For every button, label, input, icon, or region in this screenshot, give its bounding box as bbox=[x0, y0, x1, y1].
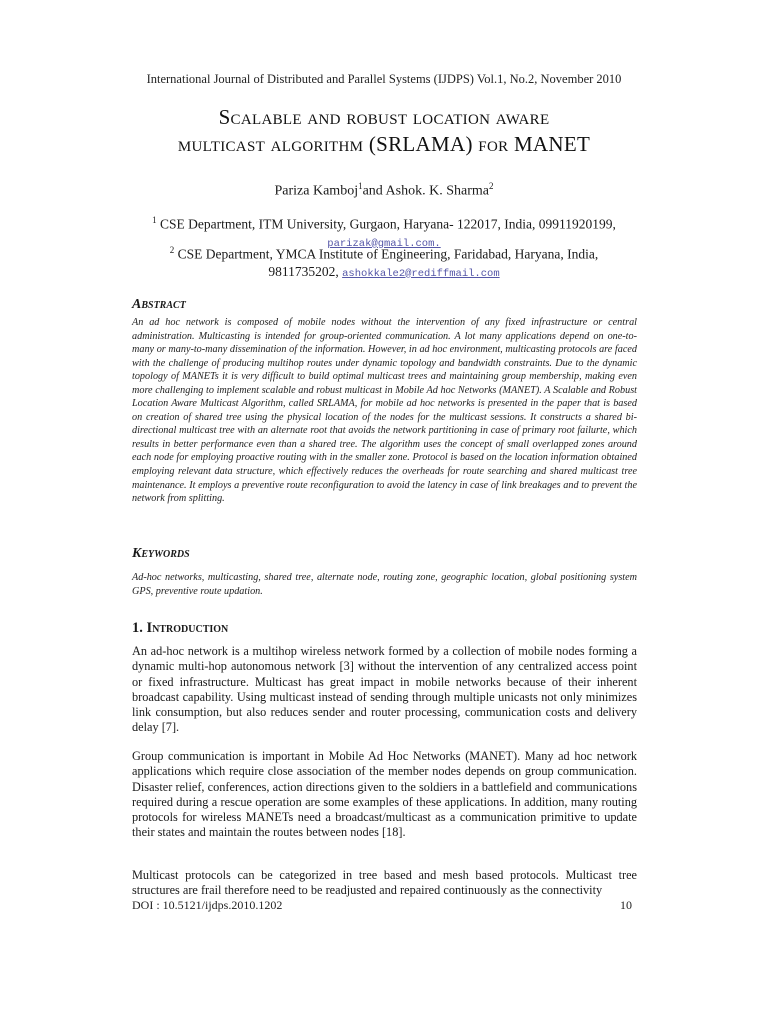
affiliation-2-phone: 9811735202, bbox=[268, 263, 343, 279]
abstract-heading: Abstract bbox=[132, 297, 186, 312]
title-line-2-pre: multicast algorithm bbox=[177, 132, 369, 156]
doi: DOI : 10.5121/ijdps.2010.1202 bbox=[132, 898, 283, 912]
author-1-name: Pariza Kamboj bbox=[274, 183, 359, 199]
abstract-body: An ad hoc network is composed of mobile nodes without the intervention of any fixed infrastructure or central administration. Multicasting is intended for group-oriented communication. A lot many applications depend on one-to-many or many-to-many dissemination of the information. However, in ad hoc environment, multicasting protocols are faced with the challenge of producing multihop routes under dynamic topology and bandwidth constraints. Due to the dynamic topology of MANETs it is very difficult to build optimal multicast trees and maintaining group membership, making even more challenging to implement scalable and robust multicast in Mobile Ad hoc Networks (MANET). A Scalable and Robust Location Aware Multicast Algorithm, called SRLAMA, for mobile ad hoc networks is presented in the paper that is based on creation of shared tree using the physical location of the nodes for the multicast sessions. It constructs a shared bi-directional multicast tree with an alternate root that avoids the network partitioning in case of primary root failurte, which results in better performance even than a shared tree. The algorithm uses the concept of small overlapped zones around each node for employing proactive routing with in the smaller zone. Protocol is based on the location information obtained employing relevant data structure, which effectively reduces the overheads for route searching and shared multicast tree maintenance. It employs a preventive route reconfiguration to avoid the latency in case of link breakages and to prevent the network from splitting. bbox=[132, 317, 637, 505]
email-link-1[interactable]: parizak@gmail.com. bbox=[327, 237, 441, 250]
author-list bbox=[0, 181, 768, 200]
introduction-heading: 1. Introduction bbox=[132, 620, 229, 636]
affiliation-2 bbox=[70, 242, 698, 283]
page-footer bbox=[132, 898, 632, 913]
author-1-sup: 1 bbox=[358, 181, 363, 191]
title-acronym: (SRLAMA) bbox=[368, 132, 473, 156]
keywords-heading: Keywords bbox=[132, 546, 190, 561]
title-manet: MANET bbox=[513, 132, 591, 156]
intro-paragraph-2: Group communication is important in Mobile Ad Hoc Networks (MANET). Many ad hoc network applications which require close association of the member nodes depends on group communication. Disaster relief, conferences, action directions given to the soldiers in a battlefield and communications required during a rescue operation are some examples of these applications. In addition, many routing protocols for wireless MANETs need a broadcast/multicast as a communication primitive to update their states and maintain the routes between nodes [18]. bbox=[132, 749, 637, 840]
author-2-sup: 2 bbox=[488, 181, 494, 191]
title-line-2-mid: for bbox=[472, 132, 514, 156]
keywords-body: Ad-hoc networks, multicasting, shared tree, alternate node, routing zone, geographic location, global positioning system GPS, preventive route updation. bbox=[132, 572, 637, 597]
intro-paragraph-1: An ad-hoc network is a multihop wireless network formed by a collection of mobile nodes forming a dynamic multi-hop autonomous network [3] without the intervention of any centralized access point or fixed infrastructure. Multicast has great impact in mobile networks because of their inherent broadcast capability. Using multicast instead of sending through multiple unicasts not only minimizes link consumption, but also reduces sender and router processing, communication costs and delivery delay [7]. bbox=[132, 644, 637, 735]
affiliation-2-text: CSE Department, YMCA Institute of Engineering, Faridabad, Haryana, India, bbox=[174, 246, 599, 262]
author-2-name: and Ashok. K. Sharma bbox=[362, 183, 489, 199]
affiliation-1-text: CSE Department, ITM University, Gurgaon, Haryana- 122017, India, 09911920199, bbox=[156, 216, 616, 232]
title-line-2 bbox=[60, 131, 708, 158]
page-number: 10 bbox=[620, 898, 632, 912]
title-line-1: Scalable and robust location aware bbox=[218, 105, 550, 129]
email-link-2[interactable]: ashokkale2@rediffmail.com bbox=[342, 267, 500, 280]
affiliation-2-sup: 2 bbox=[169, 245, 175, 255]
affiliation-1-sup: 1 bbox=[152, 215, 157, 225]
journal-header: International Journal of Distributed and Parallel Systems (IJDPS) Vol.1, No.2, November 2010 bbox=[146, 72, 622, 86]
intro-paragraph-3: Multicast protocols can be categorized in tree based and mesh based protocols. Multicast tree structures are frail therefore need to be readjusted and repaired continuously as the connectivity bbox=[132, 868, 637, 898]
paper-title bbox=[60, 104, 708, 158]
